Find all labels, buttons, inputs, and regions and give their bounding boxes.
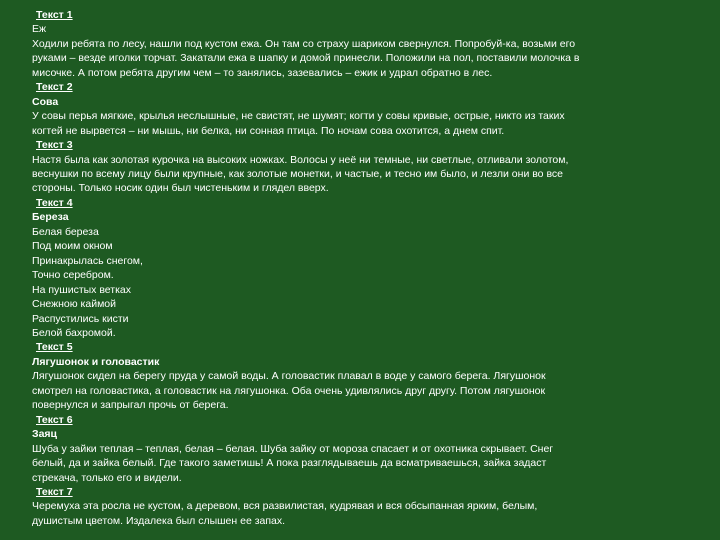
text-line: У совы перья мягкие, крылья неслышные, не свистят, не шумят; когти у совы кривые, острые, никто из таких — [32, 110, 565, 123]
text-line: стороны. Только носик один был чистеньким и глядел вверх. — [32, 182, 329, 195]
text-line: руками – везде иголки торчат. Закатали ежа в шапку и домой принесли. Положили на пол, поставили молочка в — [32, 52, 580, 65]
text-line: мисочке. А потом ребята другим чем – то занялись, зазевались – ежик и удрал обратно в лес. — [32, 66, 493, 79]
section-heading: Текст 2 — [36, 81, 73, 94]
section-heading: Текст 6 — [36, 413, 73, 426]
section-heading: Текст 4 — [36, 196, 73, 209]
section-heading: Текст 7 — [36, 485, 73, 498]
text-section — [32, 413, 682, 485]
text-line: белый, да и зайка белый. Где такого заметишь! А пока разглядываешь да всматриваешься, зайка задаст — [32, 457, 547, 470]
text-line: Белой бахромой. — [32, 326, 116, 339]
text-line: Точно серебром. — [32, 269, 114, 282]
section-title: Береза — [32, 211, 69, 224]
text-line: веснушки по всему лицу были крупные, как золотые монетки, и частые, и тесно им было, и лезли они во все — [32, 167, 563, 180]
text-section — [32, 485, 682, 528]
text-line: Шуба у зайки теплая – теплая, белая – белая. Шуба зайку от мороза спасает и от охотника скрывает. Снег — [32, 442, 554, 455]
text-line: когтей не вырвется – ни мышь, ни белка, ни сонная птица. По ночам сова охотится, а днем спит. — [32, 124, 505, 137]
text-line: Лягушонок сидел на берегу пруда у самой воды. А головастик плавал в воде у самого берега. Лягушонок — [32, 370, 546, 383]
text-line: Черемуха эта росла не кустом, а деревом, вся развилистая, кудрявая и вся обсыпанная ярким, белым, — [32, 500, 538, 513]
text-section — [32, 196, 682, 341]
section-title: Еж — [32, 23, 47, 36]
text-section — [32, 138, 682, 196]
section-heading: Текст 5 — [36, 341, 73, 354]
text-line: Распустились кисти — [32, 312, 129, 325]
section-heading: Текст 1 — [36, 9, 73, 21]
text-line: Настя была как золотая курочка на высоких ножках. Волосы у неё ни темные, ни светлые, отливали золотом, — [32, 153, 569, 166]
text-section — [32, 340, 682, 412]
text-line: душистым цветом. Издалека был слышен ее запах. — [32, 514, 286, 527]
text-line: Белая береза — [32, 225, 99, 238]
section-title: Заяц — [32, 428, 57, 441]
text-section — [32, 8, 682, 80]
text-section — [32, 80, 682, 138]
text-line: Ходили ребята по лесу, нашли под кустом ежа. Он там со страху шариком свернулся. Попробуй-ка, возьми его — [32, 37, 576, 50]
text-line: Снежною каймой — [32, 298, 117, 311]
text-line: смотрел на головастика, а головастик на лягушонка. Оба очень удивлялись друг другу. Потом лягушонок — [32, 384, 546, 397]
slide-content — [32, 8, 682, 528]
section-title: Сова — [32, 95, 59, 108]
text-line: Под моим окном — [32, 240, 113, 253]
text-line: стрекача, только его и видели. — [32, 471, 182, 484]
text-line: Принакрылась снегом, — [32, 254, 143, 267]
section-heading: Текст 3 — [36, 139, 73, 152]
text-line: На пушистых ветках — [32, 283, 132, 296]
text-line: повернулся и запрыгал прочь от берега. — [32, 399, 229, 412]
section-title: Лягушонок и головастик — [32, 355, 160, 368]
